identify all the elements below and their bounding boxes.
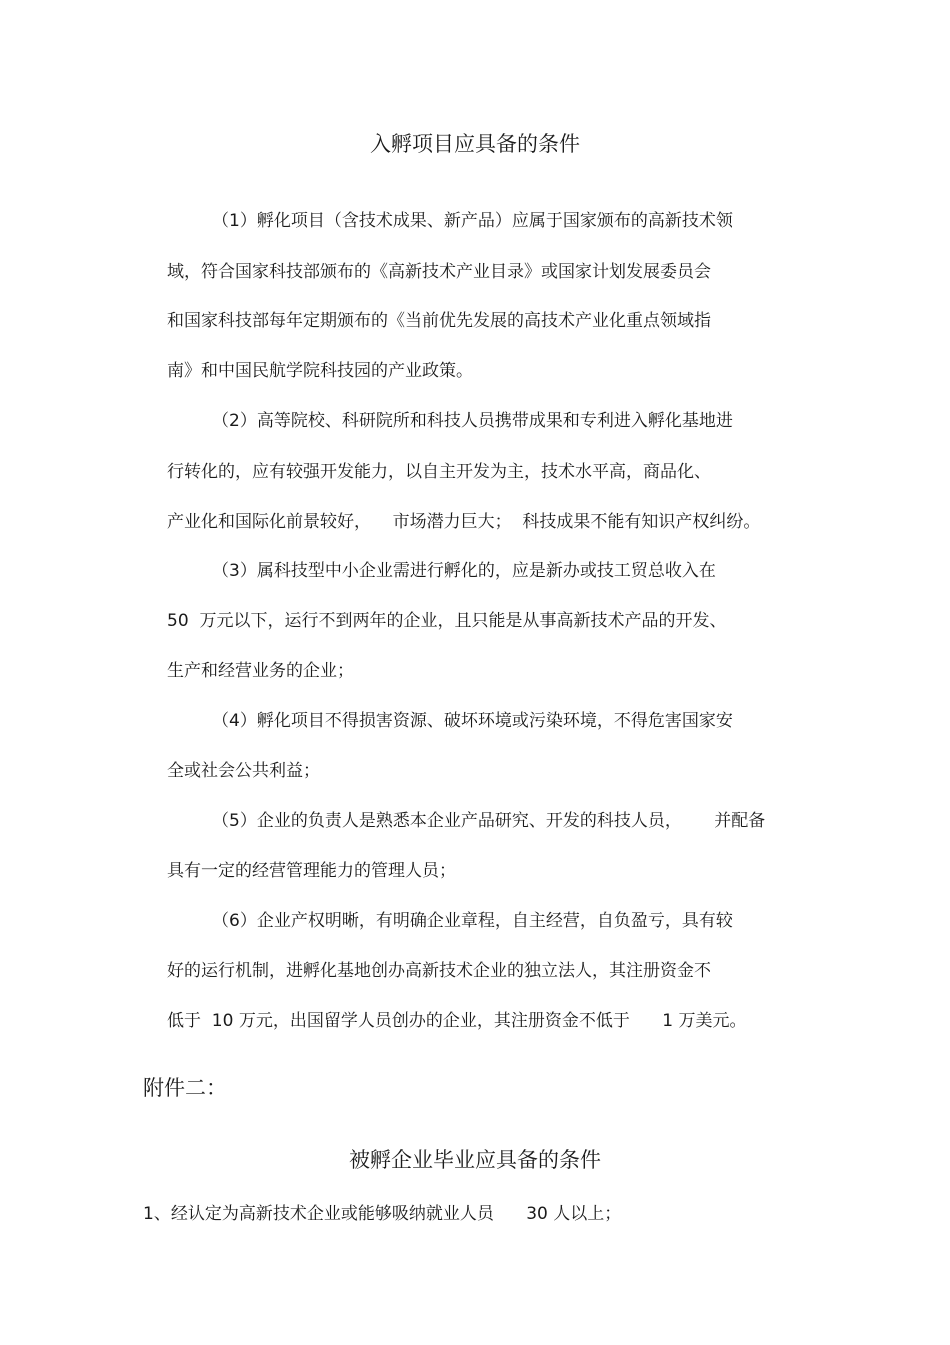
paragraph-6-line-3: 低于 10 万元，出国留学人员创办的企业，其注册资金不低于 1 万美元。 bbox=[167, 1011, 747, 1031]
paragraph-3-line-2: 50 万元以下，运行不到两年的企业，且只能是从事高新技术产品的开发、 bbox=[167, 611, 727, 631]
appendix-heading: 附件二： bbox=[143, 1076, 227, 1100]
paragraph-5-line-2: 具有一定的经营管理能力的管理人员； bbox=[167, 861, 456, 881]
paragraph-4-line-1: （4）孵化项目不得损害资源、破坏环境或污染环境，不得危害国家安 bbox=[212, 711, 733, 731]
paragraph-3-line-3: 生产和经营业务的企业； bbox=[167, 661, 354, 681]
paragraph-1-line-4: 南》和中国民航学院科技园的产业政策。 bbox=[167, 361, 473, 381]
appendix-title: 被孵企业毕业应具备的条件 bbox=[349, 1148, 601, 1172]
paragraph-2-line-3: 产业化和国际化前景较好， 市场潜力巨大； 科技成果不能有知识产权纠纷。 bbox=[167, 512, 761, 532]
paragraph-6-line-2: 好的运行机制，进孵化基地创办高新技术企业的独立法人，其注册资金不 bbox=[167, 961, 711, 981]
paragraph-1-line-2: 域，符合国家科技部颁布的《高新技术产业目录》或国家计划发展委员会 bbox=[167, 262, 711, 282]
paragraph-3-line-1: （3）属科技型中小企业需进行孵化的，应是新办或技工贸总收入在 bbox=[212, 561, 716, 581]
appendix-item-1: 1、经认定为高新技术企业或能够吸纳就业人员 30 人以上； bbox=[143, 1204, 622, 1224]
paragraph-5-line-1: （5）企业的负责人是熟悉本企业产品研究、开发的科技人员， 并配备 bbox=[212, 811, 766, 831]
paragraph-2-line-1: （2）高等院校、科研院所和科技人员携带成果和专利进入孵化基地进 bbox=[212, 411, 733, 431]
paragraph-6-line-1: （6）企业产权明晰，有明确企业章程，自主经营，自负盈亏，具有较 bbox=[212, 911, 733, 931]
paragraph-1-line-1: （1）孵化项目（含技术成果、新产品）应属于国家颁布的高新技术领 bbox=[212, 211, 733, 231]
section-title: 入孵项目应具备的条件 bbox=[370, 132, 580, 156]
paragraph-1-line-3: 和国家科技部每年定期颁布的《当前优先发展的高技术产业化重点领域指 bbox=[167, 311, 711, 331]
paragraph-2-line-2: 行转化的，应有较强开发能力，以自主开发为主，技术水平高，商品化、 bbox=[167, 462, 711, 482]
paragraph-4-line-2: 全或社会公共利益； bbox=[167, 761, 320, 781]
